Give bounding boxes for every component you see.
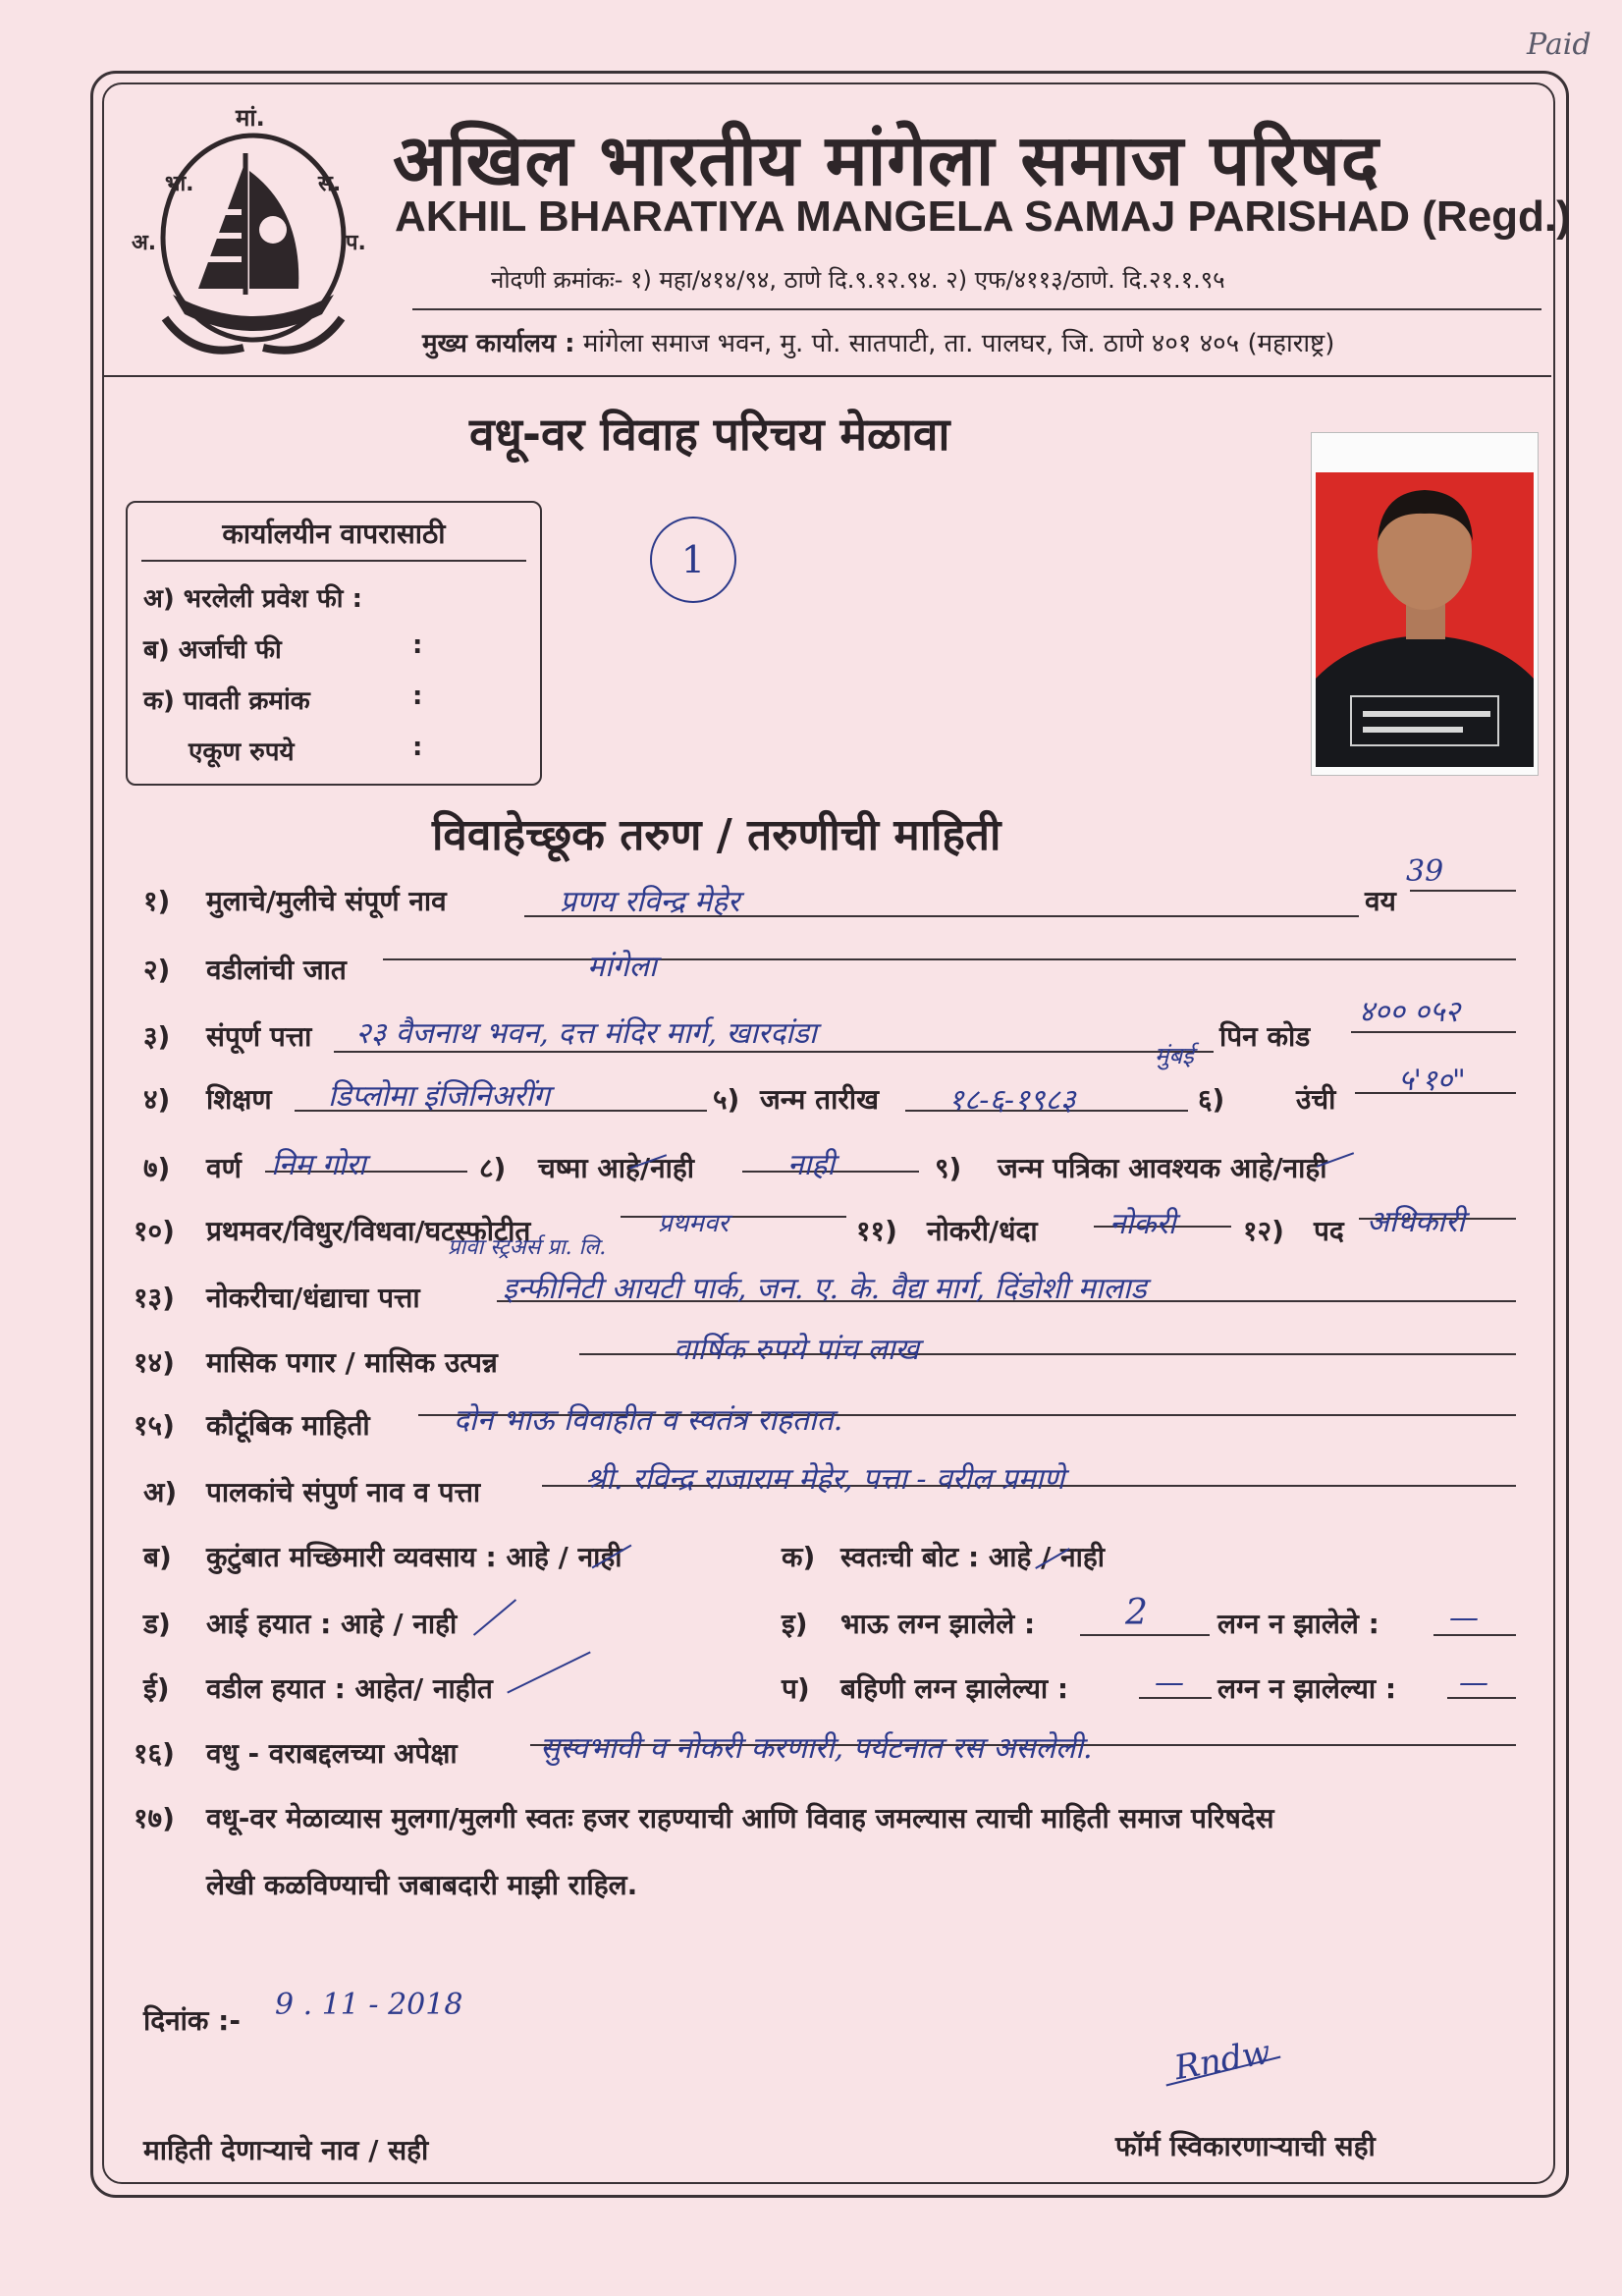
marital-status-label: प्रथमवर/विधुर/विधवा/घटस्फोटीत xyxy=(206,1215,531,1247)
society-title-english: AKHIL BHARATIYA MANGELA SAMAJ PARISHAD (Regd.) xyxy=(395,192,1571,241)
society-logo-icon xyxy=(126,102,381,369)
form-title: वधू-वर विवाह परिचय मेळावा xyxy=(469,408,950,461)
field-number: ७) xyxy=(143,1152,171,1184)
horoscope-label: जन्म पत्रिका आवश्यक आहे/नाही xyxy=(998,1152,1327,1184)
occupation-label: नोकरी/धंदा xyxy=(927,1215,1038,1247)
age-label: वय xyxy=(1365,885,1396,917)
spectacles-value: नाही xyxy=(787,1148,836,1182)
brothers-married-line xyxy=(1080,1634,1210,1636)
marital-status-value: प्रथमवर xyxy=(658,1209,730,1238)
field-number: १२) xyxy=(1243,1215,1284,1247)
society-title-marathi: अखिल भारतीय मांगेला समाज परिषद xyxy=(393,119,1380,201)
own-boat-label: स्वतःची बोट : आहे / नाही xyxy=(840,1541,1106,1573)
employer-name-value: प्रावा स्ट्रअर्स प्रा. लि. xyxy=(448,1235,607,1260)
logo-letter: भा. xyxy=(165,172,194,196)
information-giver-signature-label: माहिती देणाऱ्याचे नाव / सही xyxy=(143,2134,429,2166)
sisters-married-label: बहिणी लग्न झालेल्या : xyxy=(840,1672,1069,1705)
address-label: संपूर्ण पत्ता xyxy=(206,1020,312,1053)
pin-code-label: पिन कोड xyxy=(1219,1020,1311,1053)
address-value: २३ वैजनाथ भवन, दत्त मंदिर मार्ग, खारदांडा xyxy=(355,1016,817,1051)
brothers-married-label: भाऊ लग्न झालेले : xyxy=(840,1608,1036,1640)
caste-value: मांगेला xyxy=(587,950,657,984)
sisters-unmarried-value: — xyxy=(1459,1666,1488,1700)
field-number: १) xyxy=(143,885,171,917)
field-number: १३) xyxy=(134,1282,175,1314)
expectations-value: सुस्वभावी व नोकरी करणारी, पर्यटनात रस असलेली. xyxy=(540,1731,1093,1766)
height-label: उंची xyxy=(1296,1083,1336,1116)
field-number: ई) xyxy=(143,1672,170,1705)
header-divider xyxy=(412,308,1541,310)
age-line xyxy=(1410,890,1516,892)
field-number: ८) xyxy=(479,1152,507,1184)
birth-date-value: १८-६-१९८३ xyxy=(948,1083,1076,1118)
birth-date-label: जन्म तारीख xyxy=(760,1083,879,1116)
guardian-value: श्री. रविन्द्र राजाराम मेहेर, पत्ता - वरील प्रमाणे xyxy=(585,1462,1065,1497)
education-label: शिक्षण xyxy=(206,1083,272,1116)
fishing-business-label: कुटुंबात मच्छिमारी व्यवसाय : आहे / नाही xyxy=(206,1541,622,1573)
full-name-value: प्रणय रविन्द्र मेहेर xyxy=(560,885,740,919)
income-value: वार्षिक रुपये पांच लाख xyxy=(674,1333,920,1367)
field-number: ५) xyxy=(713,1083,740,1116)
head-office-value: मांगेला समाज भवन, मु. पो. सातपाटी, ता. पालघर, जि. ठाणे ४०१ ४०५ (महाराष्ट्र) xyxy=(582,329,1335,358)
office-use-receipt-number: क) पावती क्रमांक xyxy=(143,686,310,716)
declaration-line-2: लेखी कळविण्याची जबाबदारी माझी राहिल. xyxy=(206,1869,638,1901)
brothers-unmarried-label: लग्न न झालेले : xyxy=(1217,1608,1379,1640)
income-label: मासिक पगार / मासिक उत्पन्न xyxy=(206,1346,498,1379)
work-address-value: इन्फीनिटी आयटी पार्क, जन. ए. के. वैद्य मार्ग, दिंडोशी मालाड xyxy=(503,1272,1147,1306)
sisters-unmarried-label: लग्न न झालेल्या : xyxy=(1217,1672,1397,1705)
mother-alive-label: आई हयात : आहे / नाही xyxy=(206,1608,458,1640)
field-number: ९) xyxy=(935,1152,962,1184)
field-number: ब) xyxy=(143,1541,172,1573)
registration-number: नोदणी क्रमांकः- १) महा/४१४/९४, ठाणे दि.९.१२.९४. २) एफ/४११३/ठाणे. दि.२१.१.९५ xyxy=(491,266,1225,294)
logo-letter: स. xyxy=(318,172,342,196)
spectacles-label: चष्मा आहे/नाही xyxy=(538,1152,694,1184)
date-value: 9 . 11 - 2018 xyxy=(275,1988,463,2022)
address-city-value: मुंबई xyxy=(1155,1042,1194,1069)
father-alive-label: वडील हयात : आहेत/ नाहीत xyxy=(206,1672,493,1705)
complexion-label: वर्ण xyxy=(206,1152,242,1184)
applicant-photo xyxy=(1311,432,1539,776)
corner-note: Paid xyxy=(1527,27,1592,62)
office-use-colon: : xyxy=(412,682,423,711)
work-address-label: नोकरीचा/धंद्याचा पत्ता xyxy=(206,1282,420,1314)
office-use-heading: कार्यालयीन वापरासाठी xyxy=(222,518,446,550)
field-number: ६) xyxy=(1198,1083,1225,1116)
declaration-line-1: वधू-वर मेळाव्यास मुलगा/मुलगी स्वतः हजर राहण्याची आणि विवाह जमल्यास त्याची माहिती समाज परिषदेस xyxy=(206,1802,1274,1834)
office-use-total: एकूण रुपये xyxy=(189,738,295,767)
field-number: अ) xyxy=(143,1476,178,1508)
form-receiver-signature-label: फॉर्म स्विकारणाऱ्याची सही xyxy=(1115,2130,1376,2162)
age-value: 39 xyxy=(1406,854,1444,889)
pin-code-value: ४०० ०५२ xyxy=(1359,995,1461,1029)
field-number: इ) xyxy=(782,1608,808,1640)
field-number: ११) xyxy=(856,1215,897,1247)
field-number: क) xyxy=(782,1541,816,1573)
field-number: १६) xyxy=(134,1737,175,1770)
office-use-entry-fee: अ) भरलेली प्रवेश फी : xyxy=(143,584,362,614)
guardian-label: पालकांचे संपुर्ण नाव व पत्ता xyxy=(206,1476,481,1508)
serial-number-circle: 1 xyxy=(650,517,736,603)
header-bottom-divider xyxy=(102,375,1551,377)
receiver-signature: Rndw xyxy=(1171,2032,1274,2089)
field-number: १०) xyxy=(134,1215,175,1247)
head-office-address xyxy=(422,324,1334,359)
office-use-colon: : xyxy=(412,733,423,762)
logo-letter: मां. xyxy=(236,104,265,132)
complexion-value: निम गोरा xyxy=(271,1148,366,1182)
education-value: डिप्लोमा इंजिनिअरींग xyxy=(328,1079,550,1114)
section-title: विवाहेच्छूक तरुण / तरुणीची माहिती xyxy=(432,810,1001,860)
office-use-box xyxy=(126,501,542,786)
family-info-value: दोन भाऊ विवाहीत व स्वतंत्र राहतात. xyxy=(454,1403,843,1438)
logo-letter: प. xyxy=(346,231,366,255)
brothers-unmarried-value: — xyxy=(1449,1601,1479,1635)
field-number: २) xyxy=(143,954,171,986)
caste-line xyxy=(383,958,1516,960)
expectations-label: वधु - वराबद्दलच्या अपेक्षा xyxy=(206,1737,458,1770)
sisters-married-value: — xyxy=(1155,1666,1184,1700)
field-number: ड) xyxy=(143,1608,171,1640)
full-name-label: मुलाचे/मुलीचे संपूर्ण नाव xyxy=(206,885,447,917)
person-photo-icon xyxy=(1316,472,1534,767)
field-number: ३) xyxy=(143,1020,171,1053)
field-number: ४) xyxy=(143,1083,171,1116)
pin-code-line xyxy=(1351,1031,1516,1033)
office-use-application-fee: ब) अर्जाची फी xyxy=(143,635,282,665)
brothers-married-value: 2 xyxy=(1125,1593,1148,1633)
field-number: १४) xyxy=(134,1346,175,1379)
post-label: पद xyxy=(1314,1215,1344,1247)
family-info-label: कौटूंबिक माहिती xyxy=(206,1409,370,1442)
field-number: १५) xyxy=(134,1409,175,1442)
height-value: ५'१०" xyxy=(1398,1064,1466,1098)
field-number: १७) xyxy=(134,1802,175,1834)
office-use-divider xyxy=(141,560,526,562)
office-use-colon: : xyxy=(412,630,423,660)
logo-letter: अ. xyxy=(132,231,157,255)
head-office-label: मुख्य कार्यालय : xyxy=(422,329,575,358)
occupation-value: नोकरी xyxy=(1109,1207,1176,1241)
field-number: प) xyxy=(782,1672,810,1705)
caste-label: वडीलांची जात xyxy=(206,954,347,986)
marital-status-line xyxy=(621,1216,846,1218)
post-value: अधिकारी xyxy=(1367,1205,1465,1239)
date-label: दिनांक :- xyxy=(143,2004,241,2037)
